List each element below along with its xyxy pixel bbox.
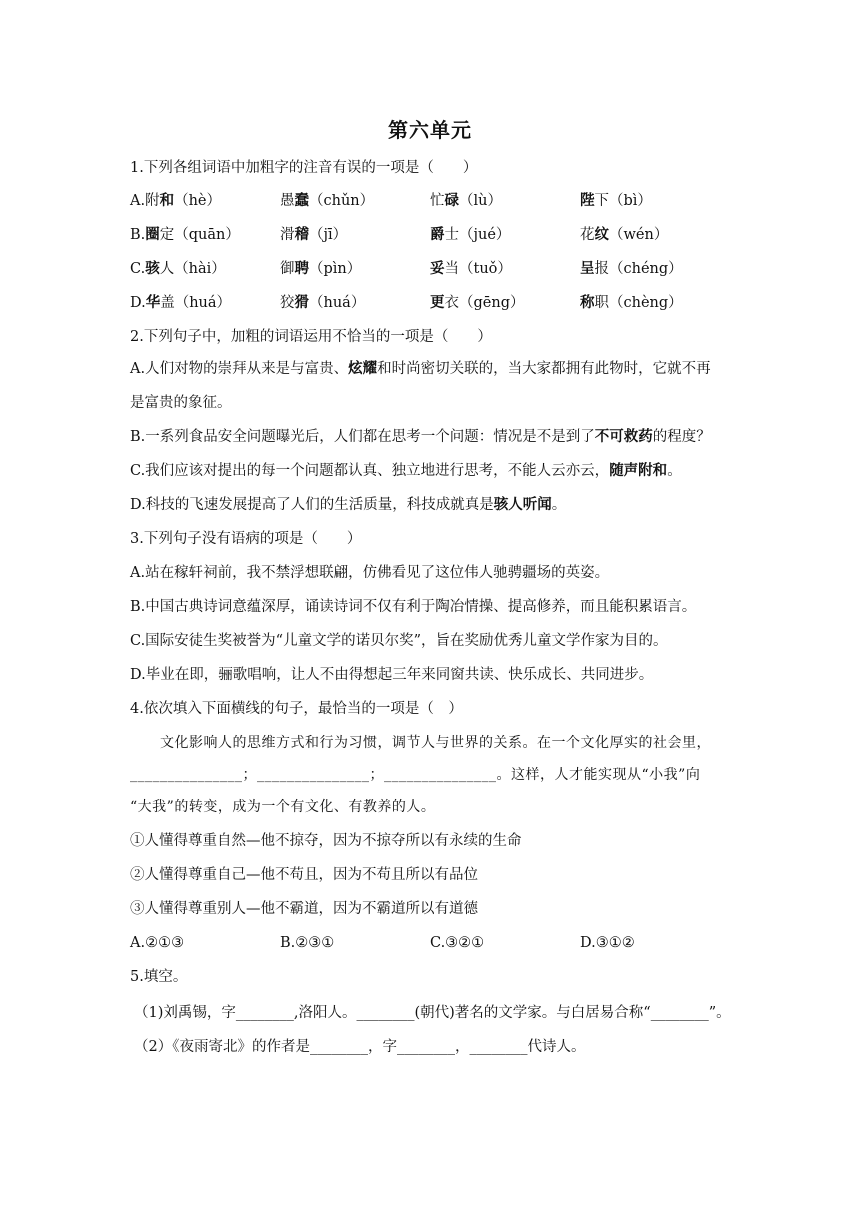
word-suffix-pinyin: 职（chèng） xyxy=(594,295,683,311)
q1-option-b-word-4 xyxy=(580,224,668,246)
q4-passage-line-1: 文化影响人的思维方式和行为习惯，调节人与世界的关系。在一个文化厚实的社会里， xyxy=(160,735,711,751)
q4-option-d: D.③①② xyxy=(580,935,635,951)
q3-option-c: C.国际安徒生奖被誉为“儿童文学的诺贝尔奖”，旨在奖励优秀儿童文学作家为目的。 xyxy=(130,633,668,649)
word-suffix-pinyin: （huá） xyxy=(309,295,366,311)
bold-character: 纹 xyxy=(594,226,609,243)
word-prefix: 愚 xyxy=(280,193,295,209)
word-suffix-pinyin: （chǔn） xyxy=(309,193,375,209)
q1-option-b-word-2 xyxy=(280,224,347,246)
q2-b-pre: B.一系列食品安全问题曝光后，人们都在思考一个问题：情况是不是到了 xyxy=(130,429,595,445)
q1-stem: 1.下列各组词语中加粗字的注音有误的一项是（ ） xyxy=(130,160,478,176)
q1-option-a-word-2 xyxy=(280,190,374,212)
q2-a-bold: 炫耀 xyxy=(348,360,378,377)
word-suffix-pinyin: （jī） xyxy=(309,227,348,243)
q2-d-bold: 骇人听闻 xyxy=(493,496,552,513)
q2-b-post: 的程度？ xyxy=(652,429,711,445)
word-suffix-pinyin: 定（quān） xyxy=(159,227,240,243)
q1-option-a-word-3 xyxy=(430,190,502,212)
word-prefix: 忙 xyxy=(430,193,445,209)
q4-item-1: ①人懂得尊重自然—他不掠夺，因为不掠夺所以有永续的生命 xyxy=(130,833,522,849)
q1-option-c-word-1 xyxy=(130,258,226,280)
q4-stem: 4.依次填入下面横线的句子，最恰当的一项是（ ） xyxy=(130,701,463,717)
q2-d-post: 。 xyxy=(551,497,567,513)
bold-character: 更 xyxy=(430,294,445,311)
word-suffix-pinyin: 盖（huá） xyxy=(160,295,232,311)
q5-stem: 5.填空。 xyxy=(130,969,188,985)
word-suffix-pinyin: （hè） xyxy=(174,193,222,209)
q2-c-post: 。 xyxy=(667,463,682,479)
q1-option-a-word-4 xyxy=(580,190,652,212)
q2-b-bold: 不可救药 xyxy=(594,428,653,445)
q4-passage-line-2: _______________；_______________；_______________。这样，人才能实现从“小我”向 xyxy=(130,767,701,783)
word-prefix: 滑 xyxy=(280,227,295,243)
q4-option-c: C.③②① xyxy=(430,935,485,951)
word-prefix: 狡 xyxy=(280,295,295,311)
bold-character: 猾 xyxy=(294,294,309,311)
word-prefix: B. xyxy=(130,227,146,243)
q1-option-a-word-1 xyxy=(130,190,221,212)
q3-stem: 3.下列句子没有语病的项是（ ） xyxy=(130,531,362,547)
q2-option-c xyxy=(130,460,682,482)
q1-option-b-word-1 xyxy=(130,224,240,246)
q1-option-c-word-2 xyxy=(280,258,361,280)
bold-character: 妥 xyxy=(430,260,445,277)
bold-character: 爵 xyxy=(430,226,445,243)
q1-option-d-word-3 xyxy=(430,292,524,314)
q5-blank-line-1: （1)刘禹锡，字________,洛阳人。________(朝代)著名的文学家。与白居易合称“________”。 xyxy=(134,1005,731,1021)
word-suffix-pinyin: 士（jué） xyxy=(444,227,511,243)
word-suffix-pinyin: 当（tuǒ） xyxy=(444,261,512,277)
q1-option-c-word-3 xyxy=(430,258,512,280)
q5-blank-line-2: （2）《夜雨寄北》的作者是________，字________，________代诗人。 xyxy=(134,1039,586,1055)
bold-character: 骇 xyxy=(145,260,160,277)
bold-character: 圈 xyxy=(145,226,160,243)
bold-character: 聘 xyxy=(294,260,309,277)
q2-c-bold: 随声附和 xyxy=(609,462,668,479)
q4-passage-line-3: “大我”的转变，成为一个有文化、有教养的人。 xyxy=(130,799,436,815)
bold-character: 华 xyxy=(145,294,161,311)
word-prefix: 御 xyxy=(280,261,295,277)
q4-item-2: ②人懂得尊重自己—他不苟且，因为不苟且所以有品位 xyxy=(130,867,478,883)
word-suffix-pinyin: （pìn） xyxy=(309,261,362,277)
word-prefix: A.附 xyxy=(130,193,160,209)
q2-option-a-cont: 是富贵的象征。 xyxy=(130,395,232,411)
q4-option-b: B.②③① xyxy=(280,935,335,951)
q3-option-d: D.毕业在即，骊歌唱响，让人不由得想起三年来同窗共读、快乐成长、共同进步。 xyxy=(130,667,654,683)
q2-option-b xyxy=(130,426,711,448)
bold-character: 称 xyxy=(580,294,595,311)
bold-character: 陛 xyxy=(580,192,595,209)
q3-option-b: B.中国古典诗词意蕴深厚，诵读诗词不仅有利于陶冶情操、提高修养，而且能积累语言。 xyxy=(130,599,697,615)
bold-character: 和 xyxy=(159,192,175,209)
q1-option-d-word-1 xyxy=(130,292,231,314)
q1-option-d-word-2 xyxy=(280,292,365,314)
bold-character: 稽 xyxy=(294,226,309,243)
q1-option-d-word-4 xyxy=(580,292,683,314)
word-suffix-pinyin: （wén） xyxy=(609,227,669,243)
word-suffix-pinyin: 衣（gēng） xyxy=(444,295,525,311)
q2-a-post: 和时尚密切关联的，当大家都拥有此物时，它就不再 xyxy=(377,361,711,377)
bold-character: 碌 xyxy=(444,192,459,209)
q2-d-pre: D.科技的飞速发展提高了人们的生活质量，科技成就真是 xyxy=(130,497,494,513)
q1-option-b-word-3 xyxy=(430,224,510,246)
q4-option-a: A.②①③ xyxy=(130,935,185,951)
word-prefix: C. xyxy=(130,261,146,277)
q2-c-pre: C.我们应该对提出的每一个问题都认真、独立地进行思考，不能人云亦云， xyxy=(130,463,610,479)
q2-option-a xyxy=(130,358,711,380)
word-suffix-pinyin: 人（hài） xyxy=(159,261,226,277)
word-prefix: D. xyxy=(130,295,146,311)
word-prefix: 花 xyxy=(580,227,595,243)
word-suffix-pinyin: 报（chéng） xyxy=(594,261,683,277)
bold-character: 呈 xyxy=(580,260,595,277)
bold-character: 蠢 xyxy=(294,192,309,209)
q4-item-3: ③人懂得尊重别人—他不霸道，因为不霸道所以有道德 xyxy=(130,901,478,917)
q2-option-d xyxy=(130,494,566,516)
q1-option-c-word-4 xyxy=(580,258,683,280)
q2-a-pre: A.人们对物的崇拜从来是与富贵、 xyxy=(130,361,349,377)
word-suffix-pinyin: 下（bì） xyxy=(594,193,652,209)
word-suffix-pinyin: （lù） xyxy=(459,193,502,209)
q2-stem: 2.下列句子中，加粗的词语运用不恰当的一项是（ ） xyxy=(130,329,492,345)
page-title: 第六单元 xyxy=(388,118,472,142)
q3-option-a: A.站在稼轩祠前，我不禁浮想联翩，仿佛看见了这位伟人驰骋疆场的英姿。 xyxy=(130,565,610,581)
